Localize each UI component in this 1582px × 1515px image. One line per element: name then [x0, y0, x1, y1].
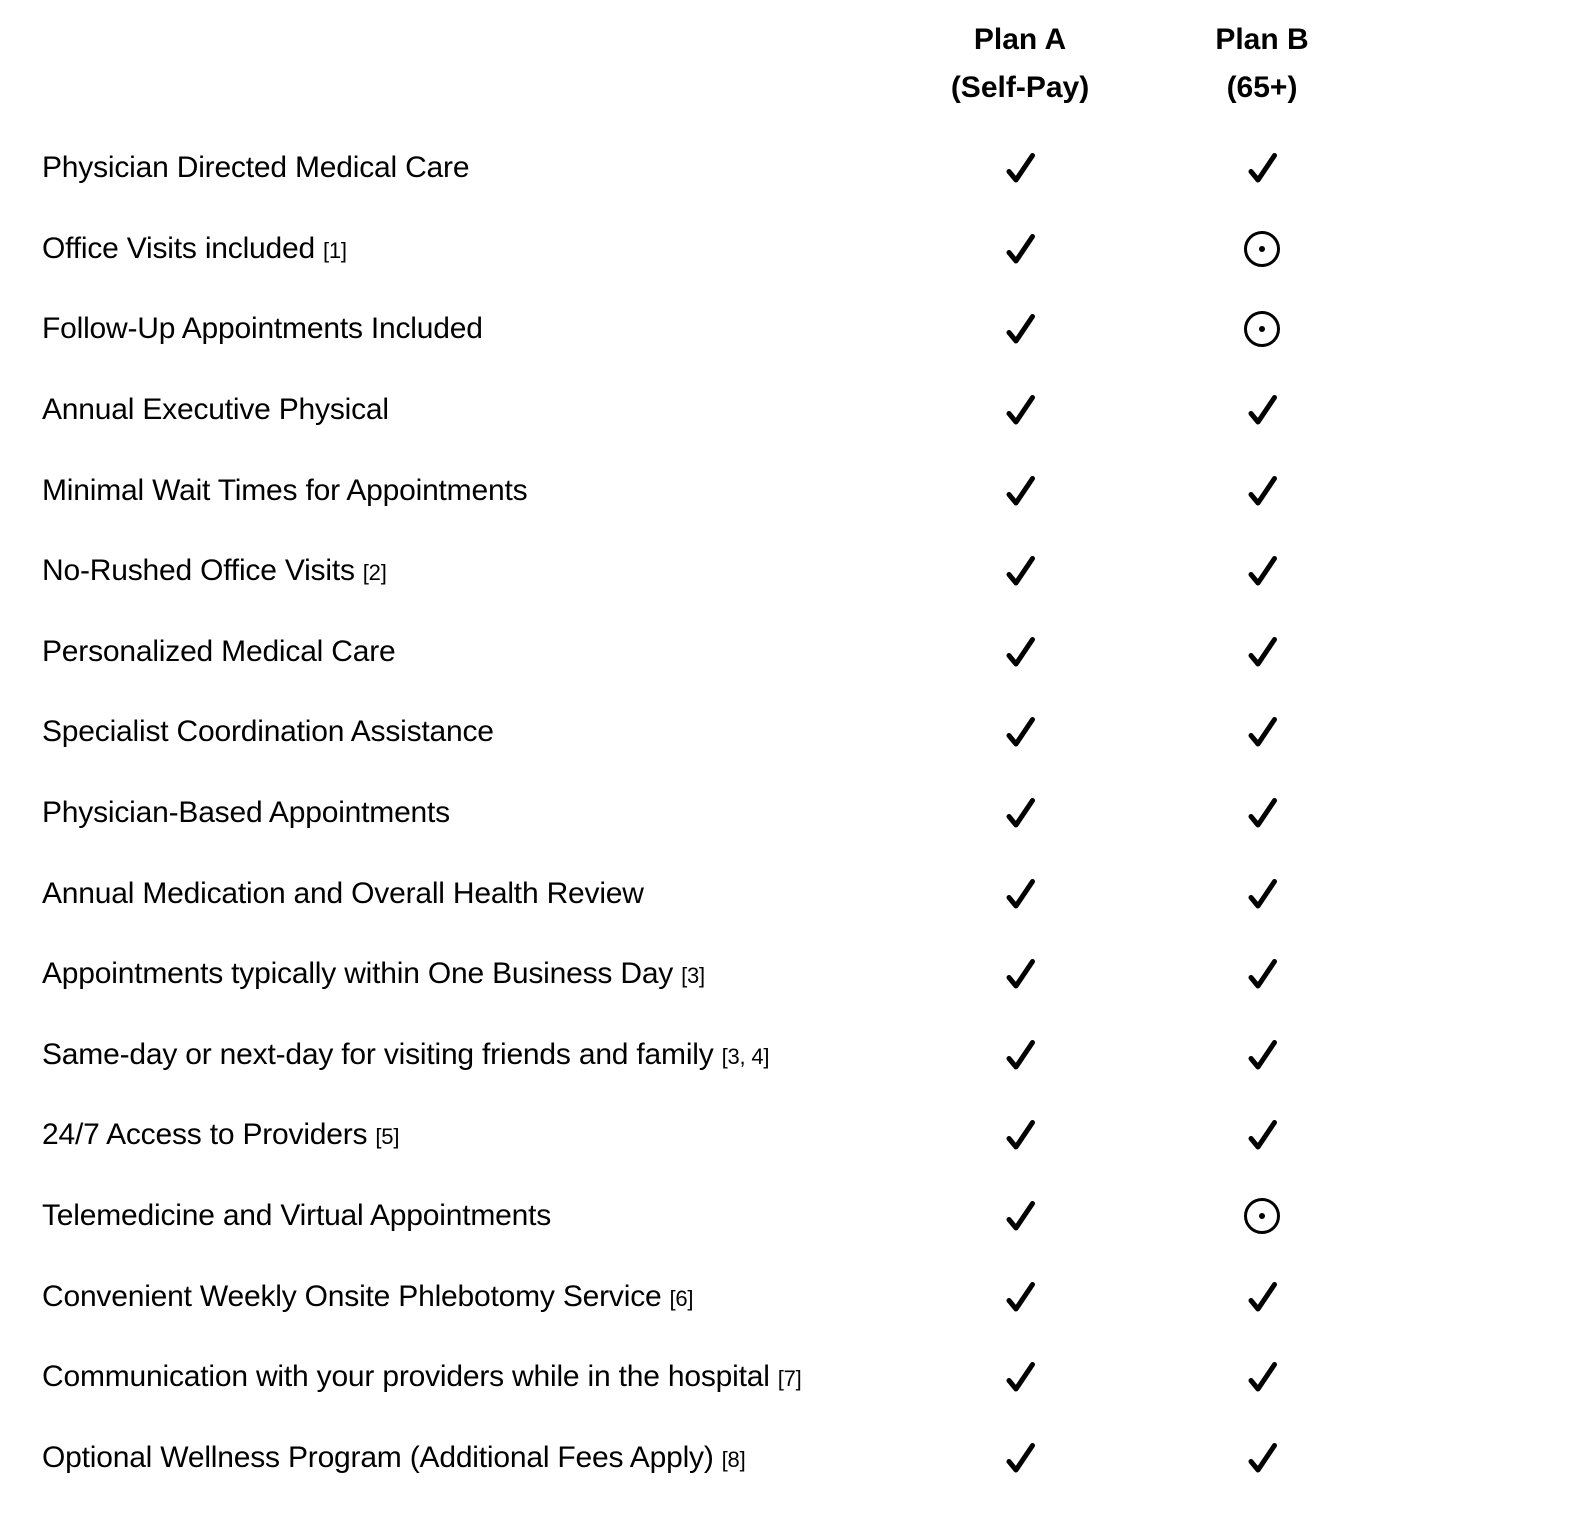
plan-b-cell: [1182, 231, 1342, 267]
check-icon: [1243, 633, 1281, 671]
plan-a-cell: [940, 310, 1100, 348]
feature-text: 24/7 Access to Providers: [42, 1118, 368, 1152]
circle-dot-icon: [1244, 311, 1280, 347]
table-row: [42, 1256, 1582, 1337]
feature-label: [42, 635, 940, 669]
plan-a-cell: [940, 875, 1100, 913]
check-icon: [1001, 633, 1039, 671]
plan-b-cell: [1182, 875, 1342, 913]
table-body: [42, 128, 1582, 1498]
plan-b-cell: [1182, 472, 1342, 510]
plan-a-subtitle: (Self-Pay): [950, 71, 1090, 104]
footnote-ref: [2]: [362, 560, 387, 586]
footnote-ref: [3, 4]: [721, 1043, 770, 1069]
table-row: [42, 209, 1582, 290]
plan-a-cell: [940, 552, 1100, 590]
feature-label: [42, 1118, 940, 1152]
table-row: [42, 128, 1582, 209]
feature-label: [42, 1360, 940, 1394]
check-icon: [1243, 391, 1281, 429]
plan-a-cell: [940, 1278, 1100, 1316]
feature-label: [42, 151, 940, 185]
check-icon: [1243, 1358, 1281, 1396]
plan-a-cell: [940, 1116, 1100, 1154]
feature-text: Convenient Weekly Onsite Phlebotomy Service: [42, 1279, 662, 1313]
feature-text: Office Visits included: [42, 231, 315, 265]
plan-a-cell: [940, 955, 1100, 993]
footnote-ref: [1]: [322, 237, 347, 263]
check-icon: [1243, 149, 1281, 187]
check-icon: [1001, 310, 1039, 348]
plan-b-cell: [1182, 794, 1342, 832]
check-icon: [1001, 1197, 1039, 1235]
table-row: [42, 612, 1582, 693]
feature-label: [42, 1038, 940, 1072]
footnote-ref: [5]: [375, 1124, 400, 1150]
check-icon: [1001, 1358, 1039, 1396]
feature-text: Follow-Up Appointments Included: [42, 312, 483, 346]
plan-b-cell: [1182, 1358, 1342, 1396]
check-icon: [1243, 1278, 1281, 1316]
feature-label: [42, 554, 940, 588]
check-icon: [1243, 955, 1281, 993]
check-icon: [1243, 1036, 1281, 1074]
feature-text: Annual Medication and Overall Health Review: [42, 876, 644, 910]
plan-b-cell: [1182, 149, 1342, 187]
check-icon: [1001, 149, 1039, 187]
table-row: [42, 1418, 1582, 1499]
table-row: [42, 531, 1582, 612]
feature-label: [42, 232, 940, 266]
footnote-ref: [3]: [681, 963, 705, 989]
plan-a-cell: [940, 472, 1100, 510]
feature-label: [42, 1280, 940, 1314]
check-icon: [1001, 552, 1039, 590]
feature-text: Optional Wellness Program (Additional Fees Apply): [42, 1440, 714, 1474]
feature-text: Specialist Coordination Assistance: [42, 715, 494, 749]
feature-label: [42, 957, 940, 991]
plan-a-cell: [940, 1358, 1100, 1396]
check-icon: [1243, 875, 1281, 913]
table-row: [42, 934, 1582, 1015]
feature-label: [42, 1199, 940, 1233]
check-icon: [1001, 472, 1039, 510]
check-icon: [1001, 875, 1039, 913]
check-icon: [1243, 1439, 1281, 1477]
footnote-ref: [8]: [721, 1446, 746, 1472]
table-row: [42, 1095, 1582, 1176]
check-icon: [1243, 1116, 1281, 1154]
column-header-plan-b: [1182, 16, 1342, 112]
feature-text: Physician Directed Medical Care: [42, 151, 470, 185]
feature-label: [42, 796, 940, 830]
table-row: [42, 853, 1582, 934]
plan-a-title: Plan A: [973, 23, 1067, 56]
feature-label: [42, 393, 940, 427]
plan-b-cell: [1182, 1116, 1342, 1154]
check-icon: [1001, 955, 1039, 993]
check-icon: [1001, 794, 1039, 832]
feature-label: [42, 312, 940, 346]
feature-text: Personalized Medical Care: [42, 634, 396, 668]
table-header-row: [42, 0, 1582, 128]
circle-dot-icon: [1244, 1198, 1280, 1234]
feature-label: [42, 877, 940, 911]
table-row: [42, 289, 1582, 370]
footnote-ref: [6]: [669, 1285, 694, 1311]
plan-b-cell: [1182, 955, 1342, 993]
plan-a-cell: [940, 230, 1100, 268]
plan-b-cell: [1182, 1198, 1342, 1234]
plan-b-subtitle: (65+): [1226, 71, 1298, 104]
table-row: [42, 1337, 1582, 1418]
plan-a-cell: [940, 1036, 1100, 1074]
feature-text: Same-day or next-day for visiting friends and family: [42, 1037, 714, 1071]
footnote-ref: [7]: [777, 1366, 802, 1392]
table-row: [42, 370, 1582, 451]
plan-a-cell: [940, 794, 1100, 832]
feature-label: [42, 1441, 940, 1475]
check-icon: [1001, 1116, 1039, 1154]
check-icon: [1001, 1036, 1039, 1074]
plan-b-cell: [1182, 311, 1342, 347]
table-row: [42, 1015, 1582, 1096]
table-row: [42, 692, 1582, 773]
check-icon: [1001, 713, 1039, 751]
plan-a-cell: [940, 1197, 1100, 1235]
plan-b-cell: [1182, 1278, 1342, 1316]
check-icon: [1001, 391, 1039, 429]
feature-label: [42, 715, 940, 749]
feature-text: Telemedicine and Virtual Appointments: [42, 1199, 552, 1233]
plan-a-cell: [940, 149, 1100, 187]
circle-dot-icon: [1244, 231, 1280, 267]
check-icon: [1243, 794, 1281, 832]
plan-b-cell: [1182, 1036, 1342, 1074]
check-icon: [1243, 713, 1281, 751]
plan-b-cell: [1182, 713, 1342, 751]
feature-text: Annual Executive Physical: [42, 393, 389, 427]
plan-b-cell: [1182, 552, 1342, 590]
feature-text: Minimal Wait Times for Appointments: [42, 473, 528, 507]
check-icon: [1001, 1439, 1039, 1477]
table-row: [42, 773, 1582, 854]
feature-label: [42, 474, 940, 508]
check-icon: [1001, 230, 1039, 268]
plan-b-cell: [1182, 1439, 1342, 1477]
check-icon: [1243, 552, 1281, 590]
plan-a-cell: [940, 391, 1100, 429]
plan-a-cell: [940, 713, 1100, 751]
table-row: [42, 450, 1582, 531]
check-icon: [1243, 472, 1281, 510]
plan-b-cell: [1182, 633, 1342, 671]
plan-a-cell: [940, 633, 1100, 671]
plan-a-cell: [940, 1439, 1100, 1477]
feature-text: Communication with your providers while in the hospital: [42, 1360, 770, 1394]
table-row: [42, 1176, 1582, 1257]
column-header-plan-a: [940, 16, 1100, 112]
feature-text: Physician-Based Appointments: [42, 796, 450, 830]
feature-text: No-Rushed Office Visits: [42, 554, 355, 588]
plan-b-title: Plan B: [1215, 23, 1309, 56]
check-icon: [1001, 1278, 1039, 1316]
feature-text: Appointments typically within One Business Day: [42, 957, 674, 991]
plan-b-cell: [1182, 391, 1342, 429]
